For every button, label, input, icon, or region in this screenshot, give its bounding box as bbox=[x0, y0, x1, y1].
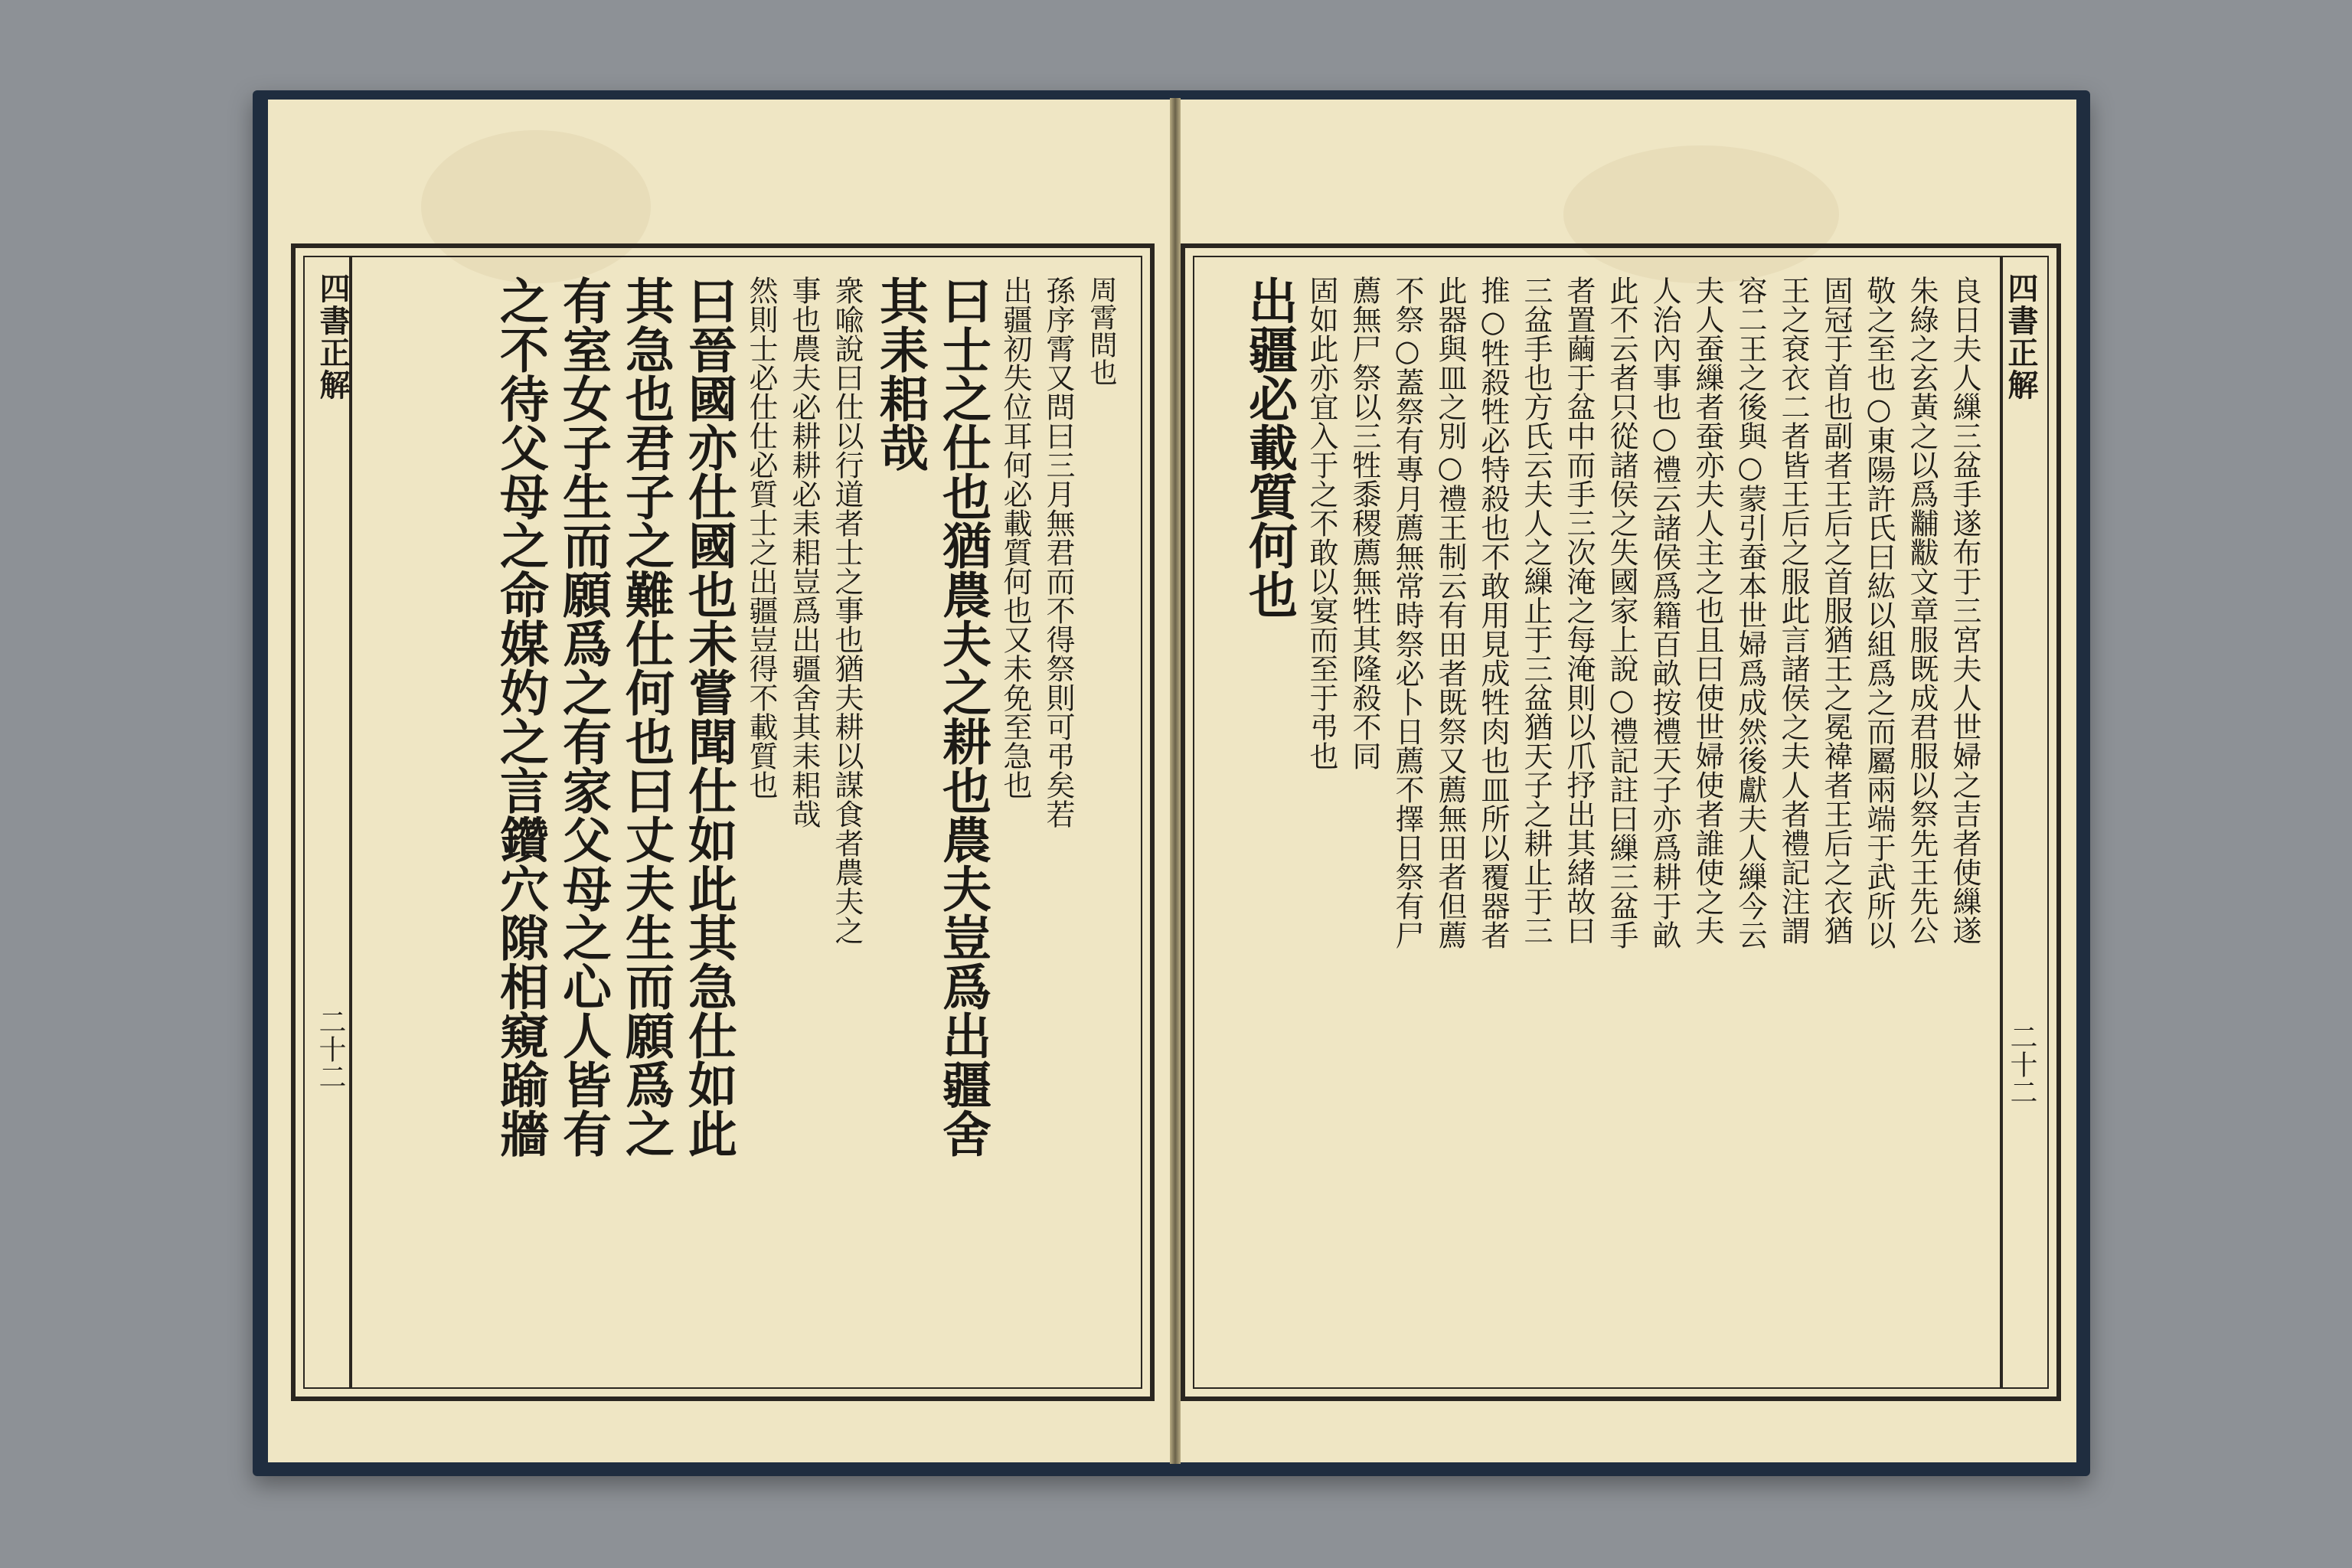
right-page bbox=[1181, 100, 2076, 1462]
commentary-column: 容二王之後與○蒙引蚕本世婦爲成然後獻夫人繅今云 bbox=[1733, 276, 1767, 949]
commentary-column: 衆喩說曰仕以行道者士之事也猶夫耕以謀食者農夫之 bbox=[830, 276, 864, 945]
commentary-column: 不祭○蓋祭有專月薦無常時祭必卜日薦不擇日祭有尸 bbox=[1390, 276, 1424, 949]
text-column: 周霄問也 bbox=[1086, 276, 1117, 386]
commentary-column: 出疆初失位耳何必載質何也又未免至急也 bbox=[998, 276, 1032, 799]
commentary-column: 固如此亦宜入于之不敢以宴而至于弔也 bbox=[1305, 276, 1338, 770]
commentary-column: 王之袞衣二者皆王后之服此言諸侯之夫人者禮記注謂 bbox=[1776, 276, 1810, 945]
commentary-column: 三盆手也方氏云夫人之繅止于三盆猶天子之耕止于三 bbox=[1519, 276, 1553, 945]
commentary-column: 敬之至也○東陽許氏曰紘以組爲之而屬兩端于武所以 bbox=[1862, 276, 1896, 949]
left-page-text-columns bbox=[364, 276, 1122, 1372]
main-text-column: 出疆必載質何也 bbox=[1240, 276, 1298, 619]
main-text-column: 曰晉國亦仕國也未嘗聞仕如此其急仕如此 bbox=[680, 276, 737, 1158]
left-page-frame bbox=[291, 243, 1155, 1401]
commentary-column: 良日夫人繅三盆手遂布于三宮夫人世婦之吉者使繅遂 bbox=[1948, 276, 1981, 945]
commentary-column: 固冠于首也副者王后之首服猶王之冕褘者王后之衣猶 bbox=[1819, 276, 1853, 945]
main-text-column: 其急也君子之難仕何也曰丈夫生而願爲之 bbox=[617, 276, 675, 1158]
left-page-folio-number: 二十二 bbox=[315, 1008, 346, 1090]
commentary-column: 朱綠之玄黃之以爲黼黻文章服既成君服以祭先王先公 bbox=[1905, 276, 1939, 945]
commentary-column: 然則士必仕仕必質士之出疆豈得不載質也 bbox=[744, 276, 778, 799]
main-text-column: 有室女子生而願爲之有家父母之心人皆有 bbox=[554, 276, 612, 1158]
commentary-column: 推○牲殺牲必特殺也不敢用見成牲肉也皿所以覆器者 bbox=[1476, 276, 1510, 949]
right-page-frame bbox=[1181, 243, 2061, 1401]
right-page-folio-number: 二十二 bbox=[2006, 1023, 2037, 1106]
commentary-column: 事也農夫必耕耕必耒耜豈爲出疆舍其耒耜哉 bbox=[787, 276, 821, 828]
commentary-column: 人治內事也○禮云諸侯爲籍百畝按禮天子亦爲耕于畝 bbox=[1648, 276, 1681, 949]
left-page-inner-border bbox=[303, 256, 1142, 1389]
commentary-column: 此器與皿之別○禮王制云有田者既祭又薦無田者但薦 bbox=[1433, 276, 1467, 949]
book-gutter bbox=[1170, 98, 1181, 1464]
right-page-text-columns bbox=[1213, 276, 1986, 1372]
commentary-column: 薦無尸祭以三牲黍稷薦無牲其隆殺不同 bbox=[1348, 276, 1381, 770]
commentary-column: 此不云者只從諸侯之失國家上說○禮記註曰繅三盆手 bbox=[1605, 276, 1638, 949]
main-text-column: 曰士之仕也猶農夫之耕也農夫豈爲出疆舍 bbox=[934, 276, 991, 1158]
main-text-column: 之不待父母之命媒妁之言鑽穴隙相窺踰牆 bbox=[492, 276, 549, 1158]
left-page-book-title: 四書正解 bbox=[315, 273, 351, 401]
right-page-book-title: 四書正解 bbox=[2003, 273, 2039, 401]
commentary-column: 孫序霄又問曰三月無君而不得祭則可弔矣若 bbox=[1041, 276, 1075, 828]
left-page-margin-column bbox=[305, 257, 352, 1387]
main-text-column: 其耒耜哉 bbox=[871, 276, 929, 472]
commentary-column: 者置繭于盆中而手三次淹之每淹則以爪抒出其緒故曰 bbox=[1562, 276, 1596, 945]
right-page-inner-border bbox=[1193, 256, 2049, 1389]
left-page bbox=[268, 100, 1170, 1462]
right-page-margin-column bbox=[2000, 257, 2047, 1387]
commentary-column: 夫人蚕繅者蚕亦夫人主之也且曰使世婦使者誰使之夫 bbox=[1690, 276, 1724, 945]
